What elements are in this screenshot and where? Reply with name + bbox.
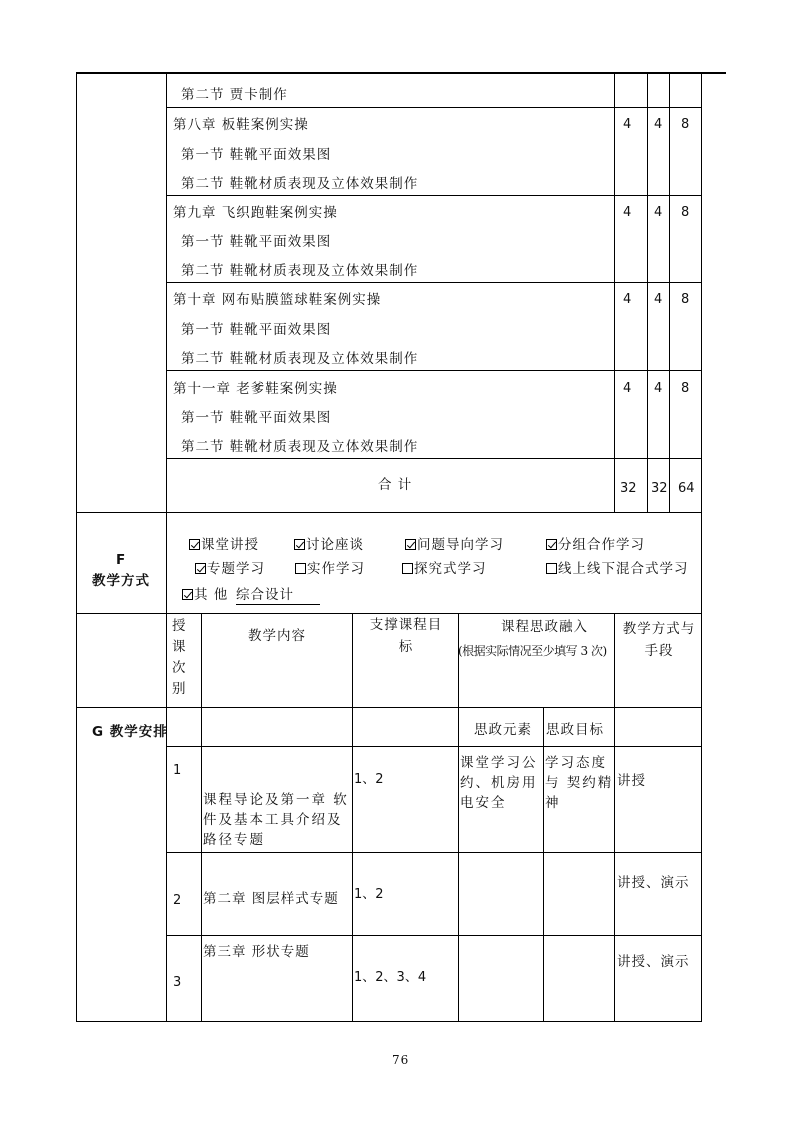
total-total: 64	[678, 481, 695, 496]
hours-total: 8	[681, 205, 690, 220]
row-order: 3	[173, 975, 182, 990]
chapter-title: 第八章 板鞋案例实操	[173, 117, 309, 133]
option-lecture[interactable]: 课堂讲授	[189, 536, 259, 554]
hours-b: 4	[654, 117, 663, 132]
option-practice[interactable]: 实作学习	[295, 560, 365, 578]
option-discussion[interactable]: 讨论座谈	[294, 536, 364, 554]
total-a: 32	[620, 481, 637, 496]
hours-b: 4	[654, 205, 663, 220]
hours-b: 4	[654, 381, 663, 396]
row-content: 课程导论及第一章 软件及基本工具介绍及路径专题	[203, 792, 349, 848]
section-line: 第二节 鞋靴材质表现及立体效果制作	[181, 439, 419, 455]
header-target: 思政目标	[546, 722, 604, 738]
hours-b: 4	[654, 292, 663, 307]
hours-total: 8	[681, 292, 690, 307]
section-line: 第一节 鞋靴平面效果图	[181, 234, 332, 250]
row-content: 第二章 图层样式专题	[203, 891, 339, 907]
header-ideology: 课程思政融入	[501, 619, 588, 635]
header-content: 教学内容	[248, 628, 306, 644]
chapter-title: 第九章 飞织跑鞋案例实操	[173, 205, 338, 221]
other-value: 综合设计	[236, 586, 320, 605]
hours-a: 4	[623, 292, 632, 307]
row-order: 1	[173, 763, 182, 778]
row-method: 讲授	[617, 773, 646, 789]
hours-a: 4	[623, 381, 632, 396]
option-blended[interactable]: 线上线下混合式学习	[546, 560, 689, 578]
checkbox-checked-icon	[189, 539, 200, 550]
chapter-title: 第十章 网布贴膜篮球鞋案例实操	[173, 292, 382, 308]
section-line: 第二节 鞋靴材质表现及立体效果制作	[181, 351, 419, 367]
row-method: 讲授、演示	[617, 954, 690, 970]
section-line: 第一节 鞋靴平面效果图	[181, 147, 332, 163]
row-method: 讲授、演示	[617, 875, 690, 891]
hours-total: 8	[681, 117, 690, 132]
hours-total: 8	[681, 381, 690, 396]
row-goal: 1、2、3、4	[354, 970, 427, 985]
total-b: 32	[651, 481, 668, 496]
hours-a: 4	[623, 205, 632, 220]
section-f-letter: F	[116, 552, 127, 568]
header-rule	[76, 72, 726, 74]
checkbox-checked-icon	[405, 539, 416, 550]
section-line: 第一节 鞋靴平面效果图	[181, 410, 332, 426]
total-label: 合 计	[378, 477, 413, 493]
option-group-work[interactable]: 分组合作学习	[546, 536, 645, 554]
section-line: 第二节 贾卡制作	[181, 87, 288, 103]
checkbox-empty-icon	[546, 563, 557, 574]
section-g-title: G 教学安排	[92, 724, 168, 740]
chapter-title: 第十一章 老爹鞋案例实操	[173, 381, 338, 397]
hours-a: 4	[623, 117, 632, 132]
row-element: 课堂学习公约、机房用电安全	[460, 755, 538, 811]
row-order: 2	[173, 893, 182, 908]
section-line: 第一节 鞋靴平面效果图	[181, 322, 332, 338]
row-content: 第三章 形状专题	[203, 944, 310, 960]
option-other[interactable]: 其 他	[182, 586, 228, 604]
header-order: 授课次别	[172, 618, 187, 697]
section-line: 第二节 鞋靴材质表现及立体效果制作	[181, 263, 419, 279]
header-element: 思政元素	[474, 722, 532, 738]
section-line: 第二节 鞋靴材质表现及立体效果制作	[181, 176, 419, 192]
option-inquiry[interactable]: 探究式学习	[402, 560, 487, 578]
row-target: 学习态度与 契约精神	[545, 755, 614, 811]
checkbox-checked-icon	[195, 563, 206, 574]
page-number: 76	[392, 1053, 410, 1067]
row-goal: 1、2	[354, 887, 384, 902]
checkbox-empty-icon	[295, 563, 306, 574]
header-method: 教学方式与手段	[622, 621, 696, 659]
checkbox-checked-icon	[182, 589, 193, 600]
option-topic-study[interactable]: 专题学习	[195, 560, 265, 578]
section-f-title: 教学方式	[92, 573, 150, 589]
checkbox-checked-icon	[546, 539, 557, 550]
option-problem-based[interactable]: 问题导向学习	[405, 536, 504, 554]
checkbox-empty-icon	[402, 563, 413, 574]
header-ideology-note: (根据实际情况至少填写 3 次)	[458, 644, 607, 658]
row-goal: 1、2	[354, 772, 384, 787]
header-goal: 支撑课程目标	[369, 617, 443, 655]
checkbox-checked-icon	[294, 539, 305, 550]
